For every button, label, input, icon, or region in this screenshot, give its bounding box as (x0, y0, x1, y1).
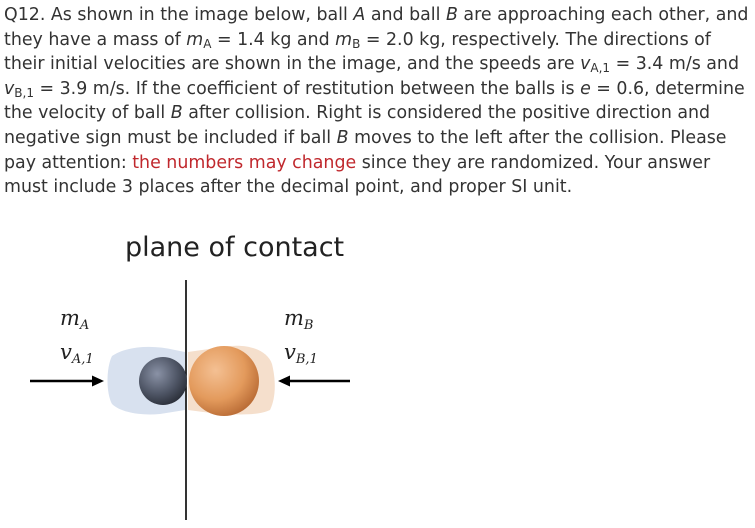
question-fragment: = 0.6, determine the velocity of ball (4, 78, 745, 124)
ball-a-label: A (353, 5, 366, 25)
velocity-a-subscript: A,1 (590, 61, 611, 76)
plane-of-contact-label: plane of contact (125, 232, 345, 263)
question-fragment: moves to the left after the collision. Please pay attention: (4, 127, 727, 173)
velocity-a-subscript: A,1 (71, 352, 94, 367)
mass-a-subscript: A (203, 36, 212, 51)
velocity-a-symbol: v (580, 54, 591, 75)
velocity-b-subscript: B,1 (14, 85, 34, 100)
mass-b-subscript: B (352, 36, 361, 51)
question-fragment: since they are randomized. Your answer must include 3 places after the decimal point, and proper SI unit. (4, 152, 711, 198)
velocity-a-symbol: v (60, 340, 72, 364)
question-fragment: = 3.9 m/s. If the coefficient of restitution between the balls is (33, 78, 581, 99)
ball-b (189, 346, 259, 416)
mass-b-symbol: m (335, 29, 353, 50)
ball-b-label: B (170, 103, 183, 124)
question-fragment: = 1.4 kg and (211, 29, 336, 50)
question-fragment: after collision. Right is considered the positive direction and negative sign must be included if ball (4, 103, 711, 148)
velocity-a-arrow-icon (30, 376, 104, 387)
ball-b-label: B (336, 127, 349, 148)
question-fragment: are approaching each other, and they have a mass of (4, 5, 749, 50)
mass-a-symbol: m (60, 306, 80, 330)
restitution-symbol: e (580, 78, 591, 99)
mass-b-subscript: B (303, 318, 314, 333)
question-fragment: = 2.0 kg, respectively. The directions of their initial velocities are shown in the image, and the speeds are (4, 29, 711, 75)
mass-a-symbol: m (186, 29, 204, 50)
velocity-b-subscript: B,1 (295, 352, 318, 367)
question-fragment: and ball (365, 5, 446, 25)
question-fragment: = 3.4 m/s and (610, 54, 739, 75)
velocity-b-symbol: v (284, 340, 296, 364)
ball-a (139, 357, 187, 405)
randomized-warning: the numbers may change (132, 152, 357, 173)
velocity-b-symbol: v (4, 78, 15, 99)
velocity-b-arrow-icon (278, 376, 350, 387)
question-fragment: Q12. As shown in the image below, ball (4, 5, 354, 25)
mass-a-subscript: A (79, 318, 90, 333)
mass-b-symbol: m (284, 306, 304, 330)
ball-b-label: B (445, 5, 458, 25)
